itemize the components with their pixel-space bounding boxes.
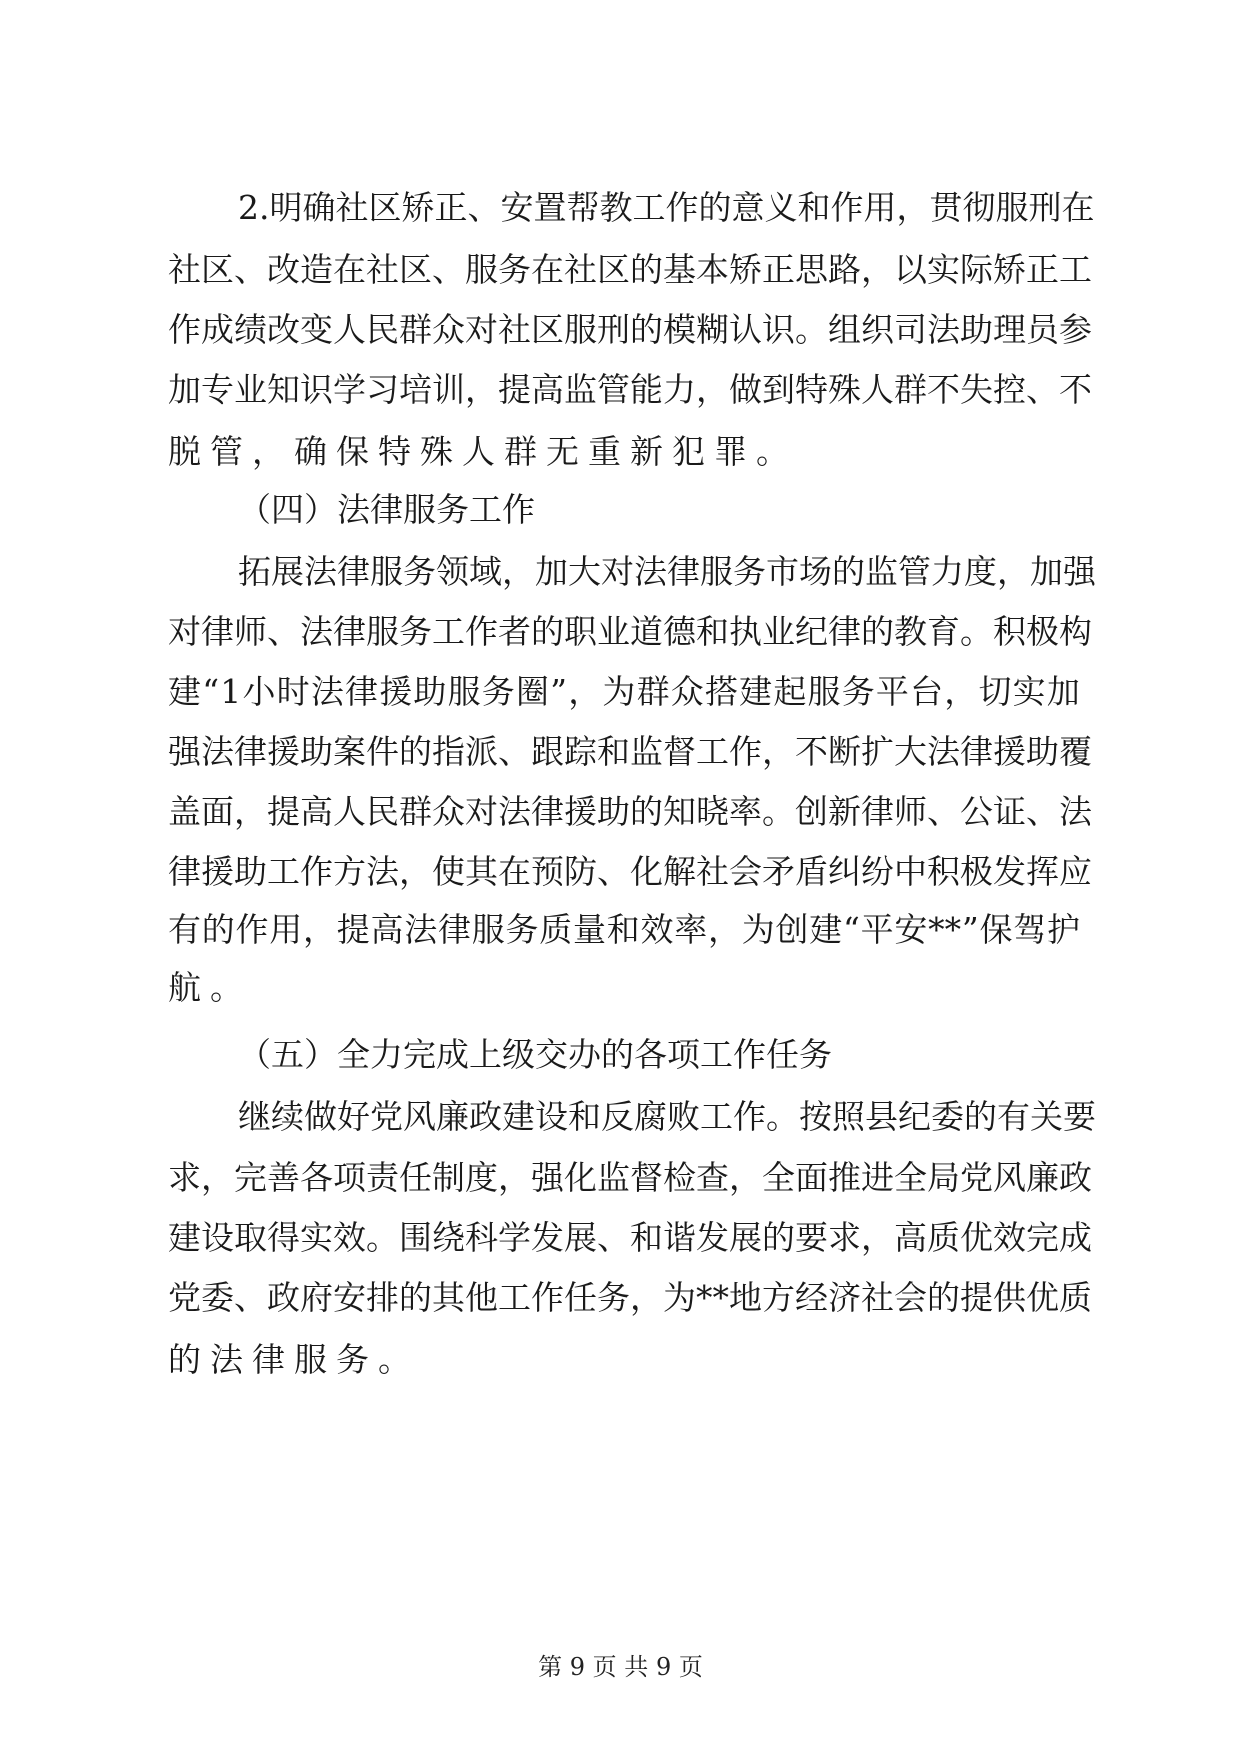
paragraph-line: 拓 展 法 律 服 务 领 域 ， 加 大 对 法 律 服 务 市 场 的 监 管 力 度 ， 加 强	[238, 552, 1096, 591]
paragraph-line: 航。	[168, 968, 252, 1007]
paragraph-line: 的法律服务。	[168, 1340, 420, 1379]
paragraph-line: 2. 明 确 社 区 矫 正 、 安 置 帮 教 工 作 的 意 义 和 作 用 ， 贯 彻 服 刑 在	[238, 188, 1095, 227]
paragraph-line: 律 援 助 工 作 方 法 ， 使 其 在 预 防 、 化 解 社 会 矛 盾 纠 纷 中 积 极 发 挥 应	[168, 852, 1092, 891]
paragraph-line: 党 委 、 政 府 安 排 的 其 他 工 作 任 务 ， 为 ** 地 方 经 济 社 会 的 提 供 优 质	[168, 1278, 1092, 1317]
paragraph-line: 强 法 律 援 助 案 件 的 指 派 、 跟 踪 和 监 督 工 作 ， 不 断 扩 大 法 律 援 助 覆	[168, 732, 1092, 771]
page-footer: 第 9 页 共 9 页	[538, 1653, 703, 1681]
section-heading: （五）全力完成上级交办的各项工作任务	[238, 1035, 832, 1074]
paragraph-line: 盖 面 ， 提 高 人 民 群 众 对 法 律 援 助 的 知 晓 率 。 创 新 律 师 、 公 证 、 法	[168, 792, 1092, 831]
paragraph-line: 脱管，确保特殊人群无重新犯罪。	[168, 432, 798, 471]
paragraph-line: 求 ， 完 善 各 项 责 任 制 度 ， 强 化 监 督 检 查 ， 全 面 推 进 全 局 党 风 廉 政	[168, 1158, 1092, 1197]
paragraph-line: 继 续 做 好 党 风 廉 政 建 设 和 反 腐 败 工 作 。 按 照 县 纪 委 的 有 关 要	[238, 1097, 1096, 1136]
paragraph-line: 社 区 、 改 造 在 社 区 、 服 务 在 社 区 的 基 本 矫 正 思 路 ， 以 实 际 矫 正 工	[168, 250, 1092, 289]
paragraph-line: 加 专 业 知 识 学 习 培 训 ， 提 高 监 管 能 力 ， 做 到 特 殊 人 群 不 失 控 、 不	[168, 370, 1092, 409]
paragraph-line: 建 设 取 得 实 效 。 围 绕 科 学 发 展 、 和 谐 发 展 的 要 求 ， 高 质 优 效 完 成	[168, 1218, 1092, 1257]
paragraph-line: 作 成 绩 改 变 人 民 群 众 对 社 区 服 刑 的 模 糊 认 识 。 组 织 司 法 助 理 员 参	[168, 310, 1092, 349]
paragraph-line: 对 律 师 、 法 律 服 务 工 作 者 的 职 业 道 德 和 执 业 纪 律 的 教 育 。 积 极 构	[168, 612, 1092, 651]
section-heading: （四）法律服务工作	[238, 490, 535, 529]
paragraph-line: 有 的 作 用 ， 提 高 法 律 服 务 质 量 和 效 率 ， 为 创 建 “ 平 安 ** ” 保 驾 护	[168, 910, 1080, 949]
paragraph-line: 建 “ 1 小 时 法 律 援 助 服 务 圈 ” ， 为 群 众 搭 建 起 服 务 平 台 ， 切 实 加	[168, 672, 1080, 711]
